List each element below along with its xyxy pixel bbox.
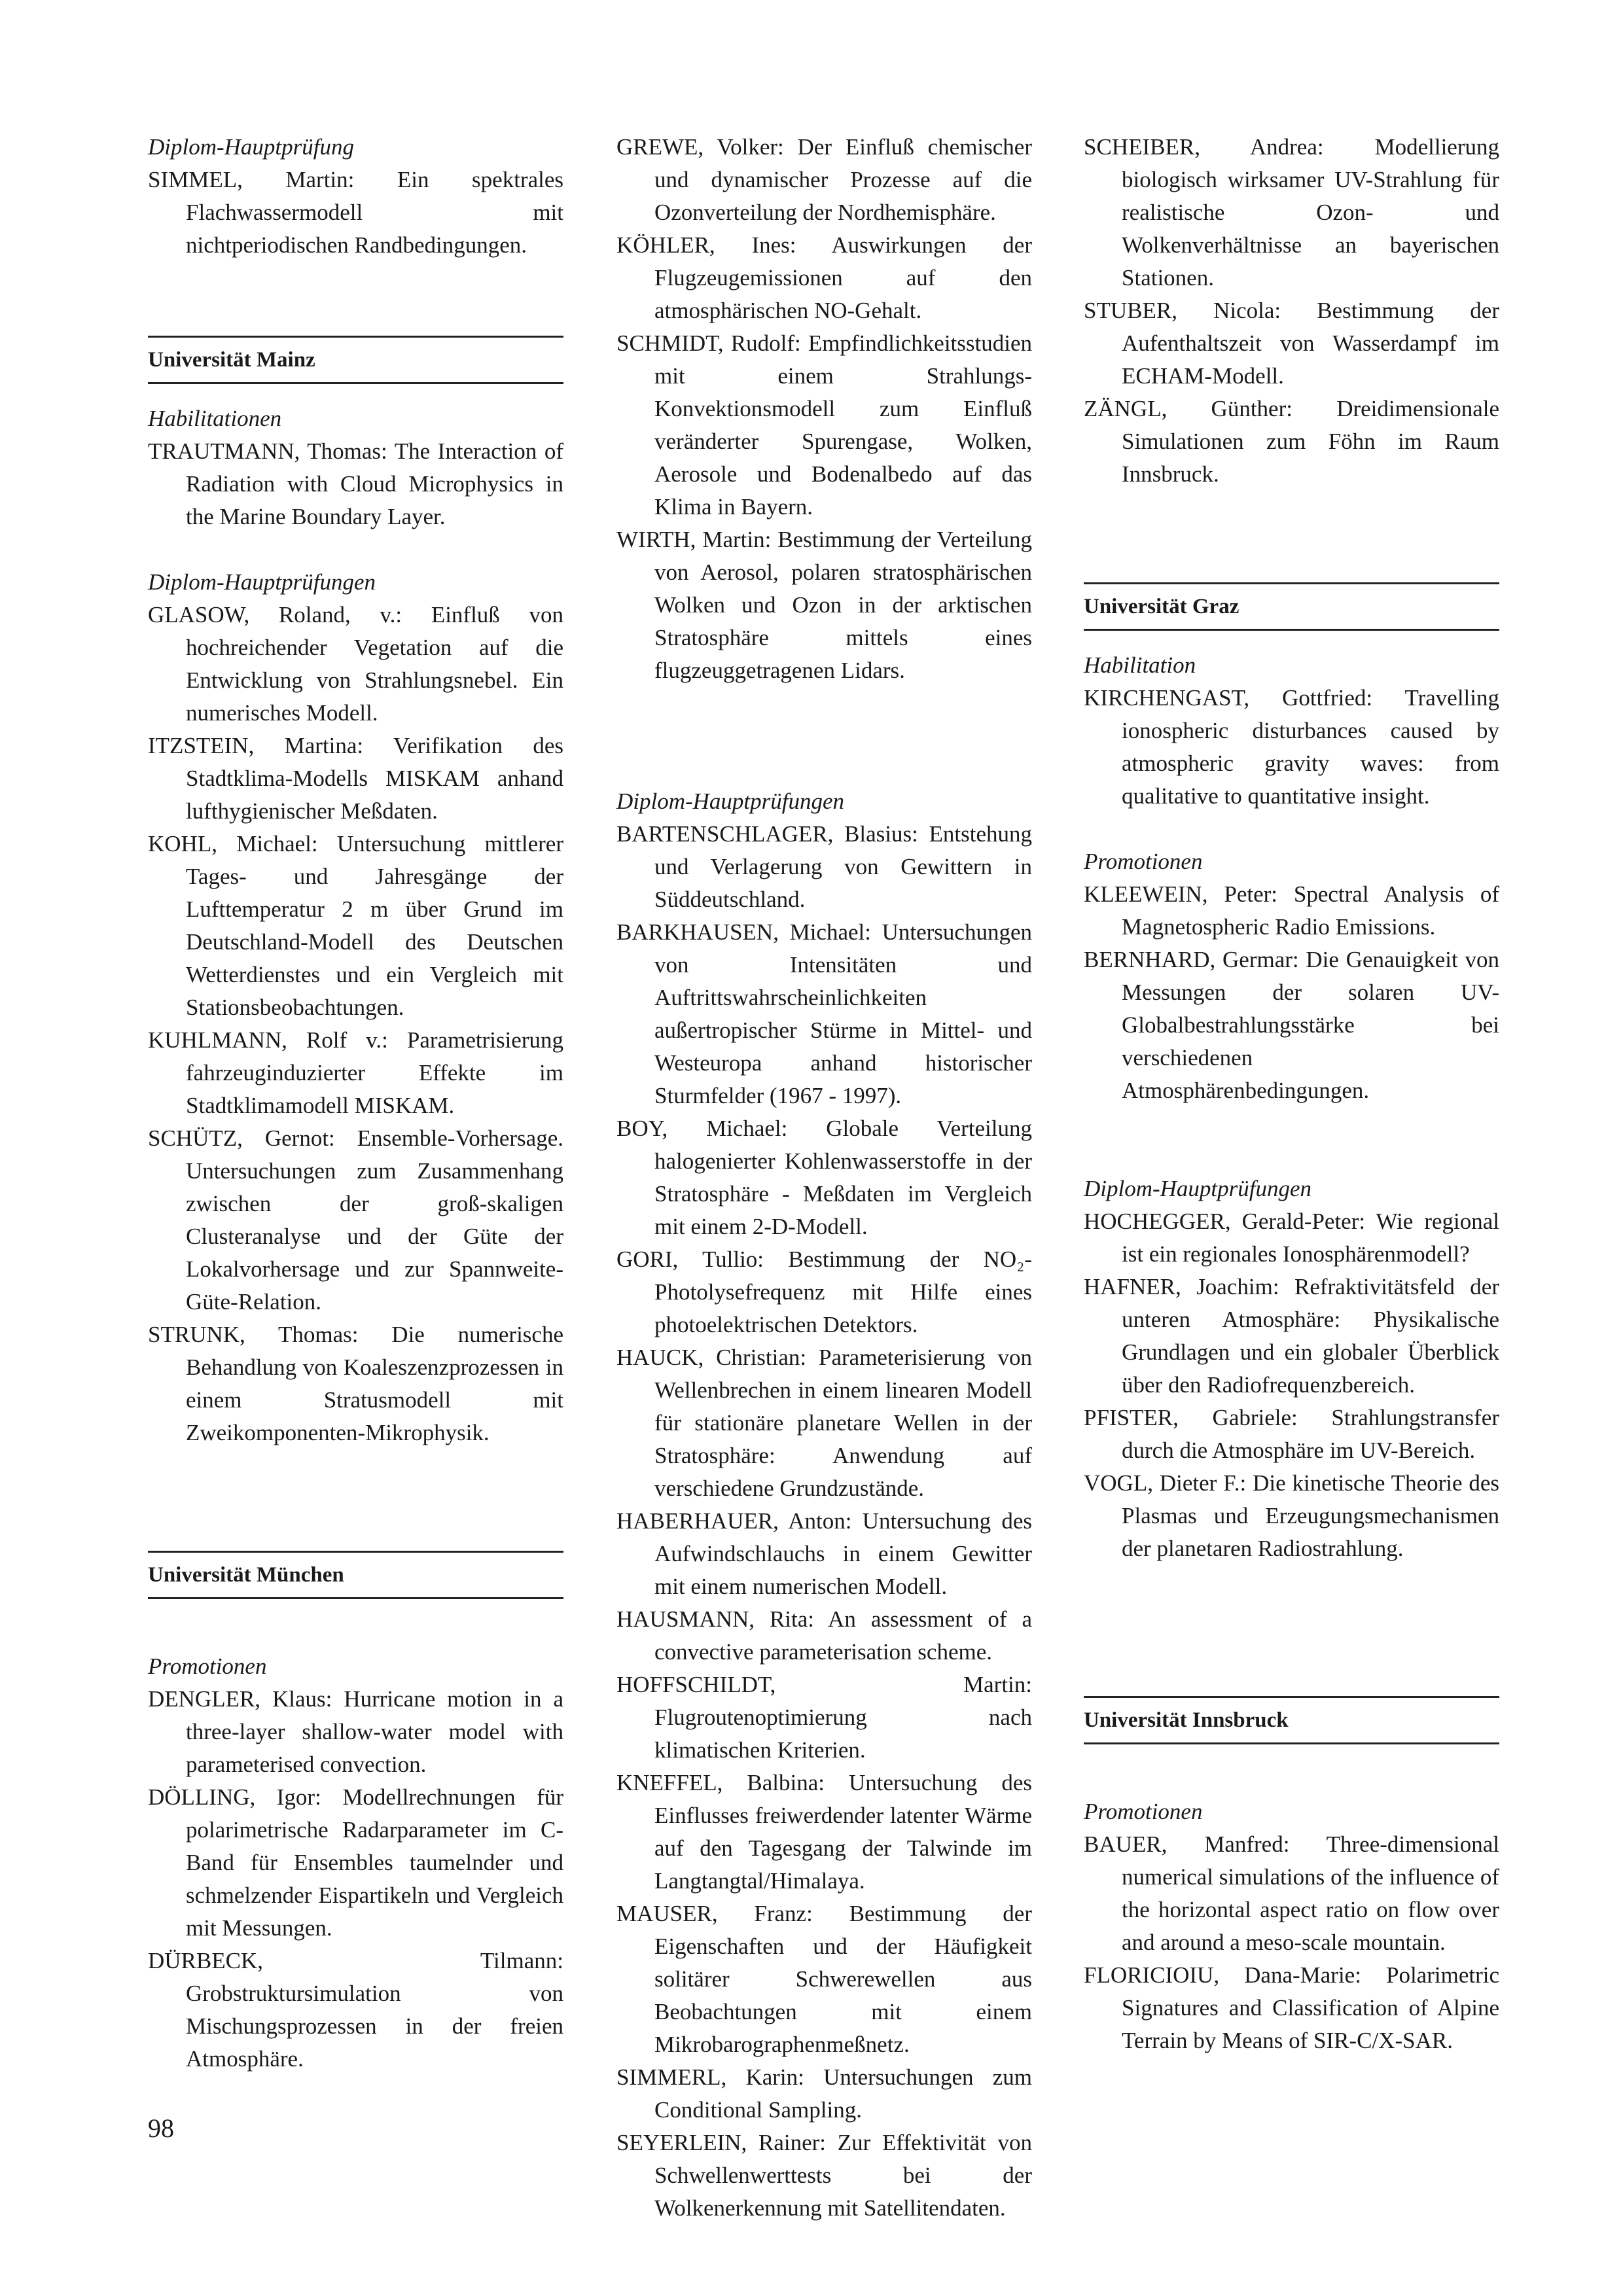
- entry-list: [1084, 1205, 1499, 1565]
- entry-list: [148, 599, 563, 1449]
- section-label: Promotionen: [1084, 1799, 1203, 1824]
- thesis-entry: STUBER, Nicola: Bestimmung der Aufenthaltszeit von Wasserdampf im ECHAM-Modell.: [1084, 298, 1499, 389]
- section-label: Diplom-Hauptprüfungen: [148, 569, 376, 595]
- entry-list: [616, 131, 1032, 687]
- thesis-entry: HAUSMANN, Rita: An assessment of a convective parameterisation scheme.: [616, 1606, 1032, 1665]
- thesis-entry: WIRTH, Martin: Bestimmung der Verteilung von Aerosol, polaren stratosphärischen Wolken und Ozon in der arktischen Stratosphäre mittels eines flugzeuggetragenen Lidars.: [616, 527, 1032, 683]
- thesis-entry: HABERHAUER, Anton: Untersuchung des Aufwindschlauchs in einem Gewitter mit einem numerischen Modell.: [616, 1508, 1032, 1599]
- thesis-entry: SIMMERL, Karin: Untersuchungen zum Conditional Sampling.: [616, 2064, 1032, 2123]
- thesis-entry: HAUCK, Christian: Parameterisierung von Wellenbrechen in einem linearen Modell für stationäre planetare Wellen in der Stratosphäre: Anwendung auf verschiedene Grundzustände.: [616, 1345, 1032, 1501]
- thesis-entry: DÖLLING, Igor: Modellrechnungen für polarimetrische Radarparameter im C-Band für Ensembles taumelnder und schmelzender Eispartikeln und Vergleich mit Messungen.: [148, 1784, 563, 1941]
- column-left: [148, 131, 563, 2075]
- thesis-entry: PFISTER, Gabriele: Strahlungstransfer durch die Atmosphäre im UV-Bereich.: [1084, 1405, 1499, 1463]
- thesis-entry: KIRCHENGAST, Gottfried: Travelling ionospheric disturbances caused by atmospheric gravity waves: from qualitative to quantitative insight.: [1084, 685, 1499, 809]
- thesis-entry: BARTENSCHLAGER, Blasius: Entstehung und Verlagerung von Gewittern in Süddeutschland.: [616, 821, 1032, 912]
- thesis-entry: MAUSER, Franz: Bestimmung der Eigenschaften und der Häufigkeit solitärer Schwerewellen aus Beobachtungen mit einem Mikrobarographenmeßnetz.: [616, 1901, 1032, 2057]
- thesis-entry: ITZSTEIN, Martina: Verifikation des Stadtklima-Modells MISKAM anhand lufthygienischer Meßdaten.: [148, 733, 563, 824]
- thesis-entry: BOY, Michael: Globale Verteilung halogenierter Kohlenwasserstoffe in der Stratosphäre - Meßdaten im Vergleich mit einem 2-D-Modell.: [616, 1116, 1032, 1239]
- university-heading-innsbruck: Universität Innsbruck: [1084, 1696, 1499, 1744]
- thesis-entry: HOCHEGGER, Gerald-Peter: Wie regional ist ein regionales Ionosphärenmodell?: [1084, 1209, 1499, 1267]
- thesis-entry: SIMMEL, Martin: Ein spektrales Flachwassermodell mit nichtperiodischen Randbedingungen.: [148, 167, 563, 258]
- thesis-entry: KOHL, Michael: Untersuchung mittlerer Tages- und Jahresgänge der Lufttemperatur 2 m über Grund im Deutschland-Modell des Deutschen Wetterdienstes und ein Vergleich mit Stationsbeobachtungen.: [148, 831, 563, 1020]
- thesis-entry: KUHLMANN, Rolf v.: Parametrisierung fahrzeuginduzierter Effekte im Stadtklimamodell MISKAM.: [148, 1027, 563, 1118]
- thesis-entry: VOGL, Dieter F.: Die kinetische Theorie des Plasmas und Erzeugungsmechanismen der planetaren Radiostrahlung.: [1084, 1470, 1499, 1561]
- page-number: 98: [148, 2113, 174, 2143]
- thesis-entry: KÖHLER, Ines: Auswirkungen der Flugzeugemissionen auf den atmosphärischen NO-Gehalt.: [616, 232, 1032, 323]
- thesis-entry: GREWE, Volker: Der Einfluß chemischer und dynamischer Prozesse auf die Ozonverteilung der Nordhemisphäre.: [616, 134, 1032, 225]
- column-middle: [616, 131, 1032, 2225]
- thesis-entry: HOFFSCHILDT, Martin: Flugroutenoptimierung nach klimatischen Kriterien.: [616, 1672, 1032, 1763]
- thesis-entry: GLASOW, Roland, v.: Einfluß von hochreichender Vegetation auf die Entwicklung von Strahlungsnebel. Ein numerisches Modell.: [148, 602, 563, 726]
- thesis-entry: KLEEWEIN, Peter: Spectral Analysis of Magnetospheric Radio Emissions.: [1084, 881, 1499, 940]
- thesis-entry: SCHÜTZ, Gernot: Ensemble-Vorhersage. Untersuchungen zum Zusammenhang zwischen der groß-skaligen Clusteranalyse und der Güte der Lokalvorhersage und zur Spannweite-Güte-Relation.: [148, 1125, 563, 1315]
- section-label: Diplom-Hauptprüfungen: [1084, 1176, 1312, 1201]
- entry-list: [148, 1683, 563, 2075]
- entry-list: [148, 164, 563, 262]
- entry-list: [148, 435, 563, 533]
- thesis-entry: HAFNER, Joachim: Refraktivitätsfeld der unteren Atmosphäre: Physikalische Grundlagen und ein globaler Überblick über den Radiofrequenzbereich.: [1084, 1274, 1499, 1398]
- entry-list: [1084, 1828, 1499, 2057]
- thesis-entry: TRAUTMANN, Thomas: The Interaction of Radiation with Cloud Microphysics in the Marine Boundary Layer.: [148, 438, 563, 529]
- entry-list: [1084, 878, 1499, 1107]
- entry-list: [1084, 131, 1499, 491]
- thesis-entry: KNEFFEL, Balbina: Untersuchung des Einflusses freiwerdender latenter Wärme auf den Tagesgang der Talwinde im Langtangtal/Himalaya.: [616, 1770, 1032, 1894]
- thesis-entry: BARKHAUSEN, Michael: Untersuchungen von Intensitäten und Auftrittswahrscheinlichkeiten außertropischer Stürme in Mittel- und Westeuropa anhand historischer Sturmfelder (1967 - 1997).: [616, 919, 1032, 1108]
- thesis-entry: BAUER, Manfred: Three-dimensional numerical simulations of the influence of the horizontal aspect ratio on flow over and around a meso-scale mountain.: [1084, 1831, 1499, 1955]
- section-label: Diplom-Hauptprüfung: [148, 134, 354, 160]
- thesis-entry: BERNHARD, Germar: Die Genauigkeit von Messungen der solaren UV-Globalbestrahlungsstärke bei verschiedenen Atmosphärenbedingungen.: [1084, 947, 1499, 1103]
- thesis-entry: STRUNK, Thomas: Die numerische Behandlung von Koaleszenzprozessen in einem Stratusmodell mit Zweikomponenten-Mikrophysik.: [148, 1322, 563, 1445]
- section-label: Promotionen: [148, 1653, 267, 1679]
- section-label: Promotionen: [1084, 849, 1203, 874]
- university-heading-graz: Universität Graz: [1084, 582, 1499, 631]
- university-heading-muenchen: Universität München: [148, 1551, 563, 1599]
- thesis-entry: DÜRBECK, Tilmann: Grobstruktursimulation von Mischungsprozessen in der freien Atmosphäre.: [148, 1948, 563, 2072]
- section-label: Diplom-Hauptprüfungen: [616, 788, 845, 814]
- thesis-entry: SCHEIBER, Andrea: Modellierung biologisch wirksamer UV-Strahlung für realistische Ozon- und Wolkenverhältnisse an bayerischen Stationen.: [1084, 134, 1499, 291]
- thesis-entry: SCHMIDT, Rudolf: Empfindlichkeitsstudien mit einem Strahlungs-Konvektionsmodell zum Einfluß veränderter Spurengase, Wolken, Aerosole und Bodenalbedo auf das Klima in Bayern.: [616, 330, 1032, 520]
- thesis-entry: SEYERLEIN, Rainer: Zur Effektivität von Schwellenwerttests bei der Wolkenerkennung mit Satellitendaten.: [616, 2130, 1032, 2221]
- thesis-entry: ZÄNGL, Günther: Dreidimensionale Simulationen zum Föhn im Raum Innsbruck.: [1084, 396, 1499, 487]
- thesis-entry: DENGLER, Klaus: Hurricane motion in a three-layer shallow-water model with parameterised convection.: [148, 1686, 563, 1777]
- entry-list: [616, 818, 1032, 2225]
- thesis-entry: GORI, Tullio: Bestimmung der NO₂-Photolysefrequenz mit Hilfe eines photoelektrischen Detektors.: [616, 1246, 1032, 1337]
- thesis-entry: FLORICIOIU, Dana-Marie: Polarimetric Signatures and Classification of Alpine Terrain by Means of SIR-C/X-SAR.: [1084, 1962, 1499, 2053]
- entry-list: [1084, 682, 1499, 813]
- section-label: Habilitation: [1084, 652, 1196, 678]
- university-heading-mainz: Universität Mainz: [148, 336, 563, 384]
- column-right: [1084, 131, 1499, 2057]
- section-label: Habilitationen: [148, 406, 282, 431]
